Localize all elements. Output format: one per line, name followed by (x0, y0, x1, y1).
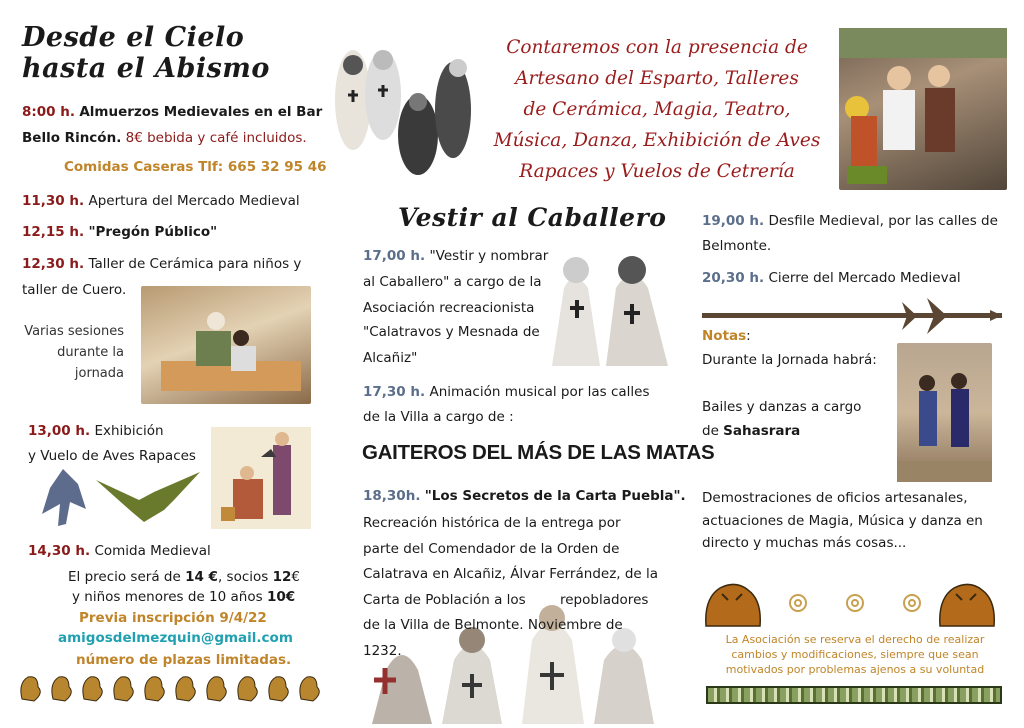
event-1900: 19,00 h. Desfile Medieval, por las calles de (702, 213, 998, 229)
hawk-flying-icon (94, 470, 202, 526)
carta-puebla-description: Recreación histórica de la entrega por parte del Comendador de la Orden de Calatrava en Alcañiz, Álvar Ferrández, de la Carta de Población a los repobladores de la Villa de Belmonte. Noviembre de 1232. (363, 515, 659, 659)
event-1300: 13,00 h. Exhibición (28, 423, 164, 439)
dancers-photo (897, 343, 992, 482)
event-1130: 11,30 h. Apertura del Mercado Medieval (22, 193, 300, 209)
event-1430: 14,30 h. Comida Medieval (28, 543, 211, 559)
event-1215: 12,15 h. "Pregón Público" (22, 224, 218, 240)
gaiteros-heading: GAITEROS DEL MÁS DE LAS MATAS (362, 441, 715, 464)
vestir-1730-b: de la Villa a cargo de : (363, 409, 514, 425)
ceramic-workshop-photo (141, 286, 311, 404)
monks-figure-image (318, 40, 478, 190)
lion-right-icon (936, 580, 1000, 628)
disclaimer: La Asociación se reserva el derecho de realizar cambios y modificaciones, siempre que sean motivados por problemas ajenos a su voluntad (725, 633, 985, 676)
event-1300-cont: y Vuelo de Aves Rapaces (28, 448, 196, 464)
price-line-2: y niños menores de 10 años 10€ (72, 589, 296, 605)
durante-jornada: Durante la Jornada habrá: (702, 352, 877, 368)
vestir-1830: 18,30h. "Los Secretos de la Carta Puebla". (363, 488, 686, 504)
vestir-1700-b: al Caballero" a cargo de la (363, 274, 542, 290)
knight-icons-row (14, 671, 324, 705)
bailes-sahasrara: de Sahasrara (702, 423, 801, 439)
comidas-caseras: Comidas Caseras Tlf: 665 32 95 46 (64, 159, 327, 175)
celtic-border-ornament (706, 686, 1002, 704)
event-8h-cont: Bello Rincón. 8€ bebida y café incluidos. (22, 130, 307, 146)
falconer-illustration (211, 427, 311, 529)
demostraciones-text: Demostraciones de oficios artesanales, actuaciones de Magia, Música y danza en directo y muchas más cosas... (702, 490, 983, 551)
event-1230-cont: taller de Cuero. (22, 282, 127, 298)
event-1230: 12,30 h. Taller de Cerámica para niños y (22, 256, 302, 272)
email-link[interactable]: amigosdelmezquin@gmail.com (58, 630, 293, 646)
vestir-1700-d: "Calatravos y Mesnada de (363, 324, 540, 340)
vestir-1730: 17,30 h. Animación musical por las calles (363, 384, 650, 400)
bailes-line: Bailes y danzas a cargo (702, 399, 862, 415)
vestir-1700-e: Alcañiz" (363, 350, 418, 366)
ornament-knots (785, 590, 925, 616)
intro-presencia: Contaremos con la presencia de Artesano del Esparto, Talleres de Cerámica, Magia, Teatro, Música, Danza, Exhibición de Aves Rapaces y Vuelos de Cetrería (493, 37, 821, 182)
lion-left-icon (702, 580, 766, 628)
event-8h: 8:00 h. Almuerzos Medievales en el Bar (22, 104, 323, 120)
puppet-theater-photo (839, 28, 1007, 190)
title-vestir-caballero: Vestir al Caballero (398, 203, 667, 232)
title-desde-el-cielo: Desde el Cielo hasta el Abismo (22, 22, 270, 84)
plazas-limitadas: número de plazas limitadas. (76, 652, 292, 668)
inscripcion: Previa inscripción 9/4/22 (79, 610, 267, 626)
knights-templar-image (544, 248, 678, 366)
notas-heading: Notas: (702, 328, 751, 344)
vestir-1700: 17,00 h. "Vestir y nombrar (363, 248, 549, 264)
vestir-1700-c: Asociación recreacionista (363, 300, 535, 316)
sesiones-note: Varias sesiones durante la jornada (24, 324, 124, 381)
event-1900-cont: Belmonte. (702, 238, 772, 254)
eagle-icon (38, 464, 88, 532)
price-line-1: El precio será de 14 €, socios 12€ (68, 569, 300, 585)
event-2030: 20,30 h. Cierre del Mercado Medieval (702, 270, 961, 286)
